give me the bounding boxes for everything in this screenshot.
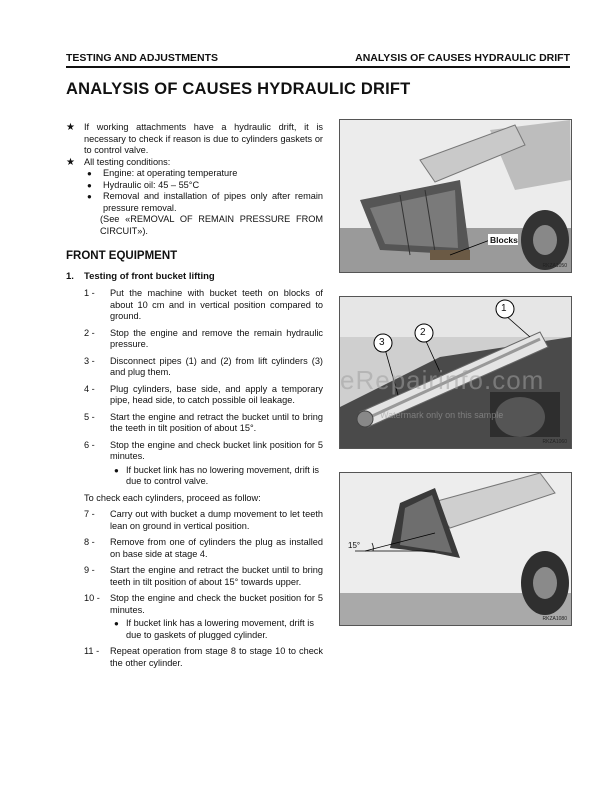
intro-item: ★ All testing conditions: (66, 156, 171, 168)
text-column (66, 122, 323, 674)
header-topic: ANALYSIS OF CAUSES HYDRAULIC DRIFT (355, 52, 570, 64)
star-icon: ★ (66, 122, 75, 133)
step-item: 1 - Put the machine with bucket teeth on blocks of about 10 cm and in vertical position compared to ground. (84, 288, 323, 321)
step-note: ● If bucket link has a lowering movement, drift is due to gaskets of plugged cylinder. (114, 618, 314, 640)
step-item: 7 - Carry out with bucket a dump movement to let teeth lean on ground in vertical position. (84, 509, 323, 531)
step-item: 8 - Remove from one of cylinders the plug as installed on base side at stage 4. (84, 537, 323, 559)
photo-bucket-on-blocks (339, 119, 572, 273)
condition-item: ● Removal and installation of pipes only after remain pressure removal. (66, 191, 323, 214)
bucket-on-blocks-illustration (340, 120, 571, 272)
photo-bucket-tilt (339, 472, 572, 626)
page-header (66, 50, 570, 68)
instruction-text: To check each cylinders, proceed as follow: (84, 492, 261, 503)
page-title: ANALYSIS OF CAUSES HYDRAULIC DRIFT (66, 80, 411, 98)
header-section: TESTING AND ADJUSTMENTS (66, 52, 219, 64)
step-item: 9 - Start the engine and retract the bucket until to bring teeth in tilt position of about 15° towards upper. (84, 565, 323, 587)
step-item: 4 - Plug cylinders, base side, and apply a temporary pipe, head side, to catch possible oil leakage. (84, 383, 323, 405)
subsection-heading: 1. Testing of front bucket lifting (66, 270, 215, 282)
bullet-icon: ● (114, 465, 119, 475)
step-note: ● If bucket link has no lowering movement, drift is due to control valve. (114, 464, 320, 486)
intro-item: ★ If working attachments have a hydraulic drift, it is necessary to check if reason is due to cylinders gaskets or to control valve. (66, 122, 323, 155)
bullet-icon: ● (114, 619, 119, 628)
step-item: 6 - Stop the engine and check bucket link position for 5 minutes. (84, 439, 323, 461)
bucket-tilt-illustration (340, 473, 571, 625)
watermark-subtitle: Watermark only on this sample (380, 410, 504, 420)
condition-item: ● Hydraulic oil: 45 – 55°C (66, 180, 323, 192)
step-item: 3 - Disconnect pipes (1) and (2) from lift cylinders (3) and plug them. (84, 355, 323, 377)
section-heading: FRONT EQUIPMENT (66, 250, 178, 262)
callout-1: 1 (501, 303, 507, 314)
callout-3: 3 (379, 337, 385, 348)
step-item: 5 - Start the engine and retract the bucket until to bring the teeth in tilt position of about 15°. (84, 411, 323, 433)
bullet-icon: ● (87, 169, 92, 178)
condition-item: ● Engine: at operating temperature (66, 168, 323, 180)
bullet-icon: ● (87, 180, 92, 190)
watermark: eRepairinfo.com (340, 365, 545, 395)
step-item: 11 - Repeat operation from stage 8 to stage 10 to check the other cylinder. (84, 646, 323, 668)
step-item: 10 - Stop the engine and check the bucket position for 5 minutes. (84, 593, 323, 615)
figure-code: RKZA1080 (542, 616, 567, 622)
step-item: 2 - Stop the engine and remove the remain hydraulic pressure. (84, 327, 323, 349)
figure-code: RKZA1050 (542, 263, 567, 269)
figure-code: RKZA1060 (542, 439, 567, 445)
bullet-icon: ● (87, 192, 92, 201)
callout-2: 2 (420, 327, 426, 338)
star-icon: ★ (66, 156, 75, 168)
blocks-label: Blocks (490, 235, 518, 245)
angle-label: 15° (348, 541, 361, 550)
see-note: (See «REMOVAL OF REMAIN PRESSURE FROM CIRCUIT»). (100, 214, 323, 236)
